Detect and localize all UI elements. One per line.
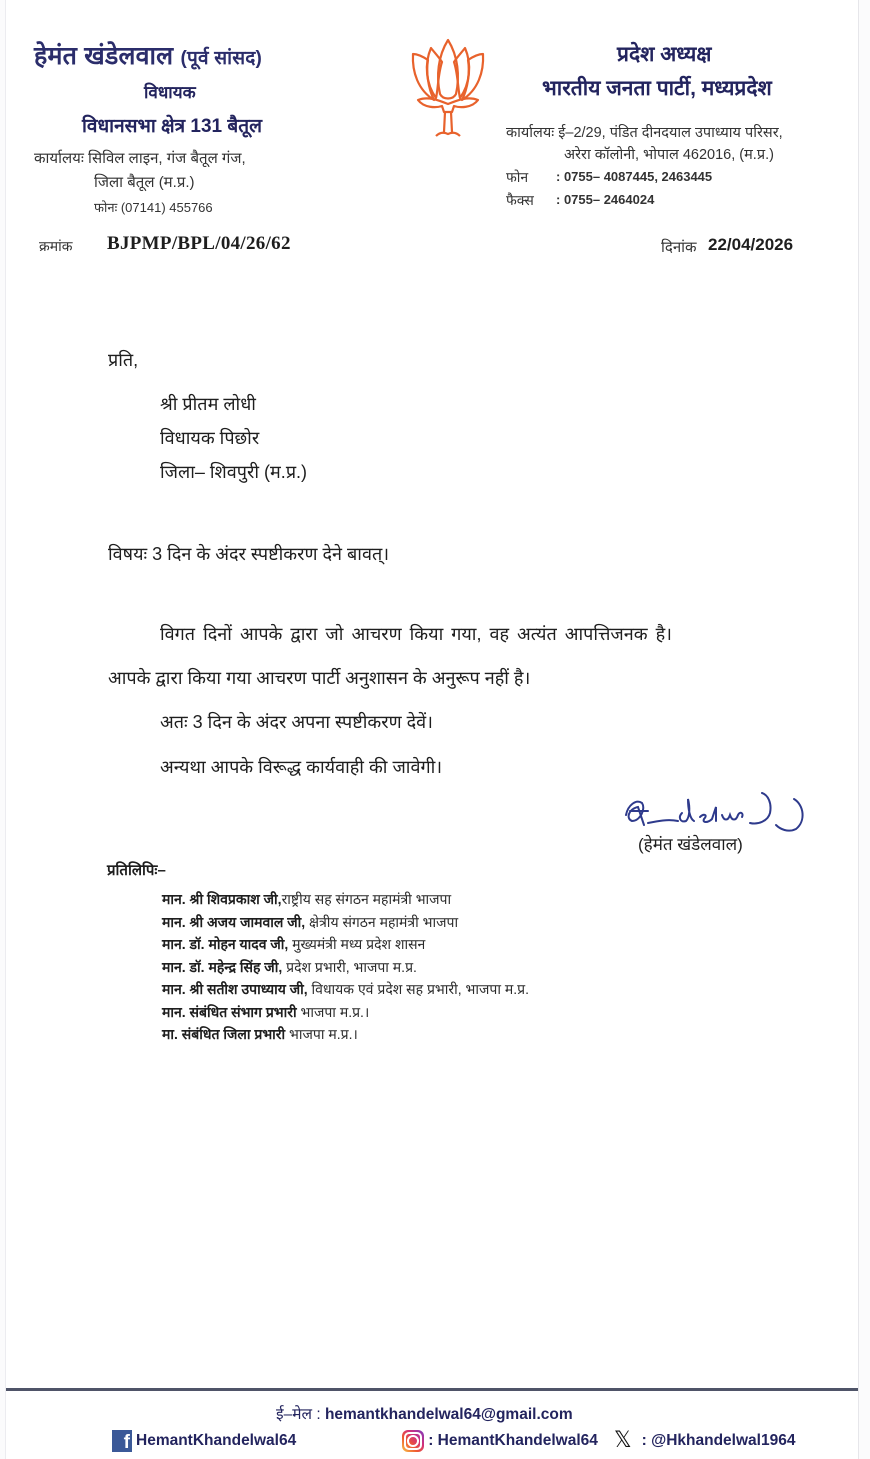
email-label: ई–मेल : <box>276 1406 321 1423</box>
organization-name: भारतीय जनता पार्टी, मध्यप्रदेश <box>542 77 772 100</box>
x-handle[interactable]: : @Hkhandelwal1964 <box>641 1431 796 1449</box>
signatory-name: (हेमंत खंडेलवाल) <box>638 835 743 854</box>
cc-item: मान. श्री सतीश उपाध्याय जी, विधायक एवं प्रदेश सह प्रभारी, भाजपा म.प्र. <box>162 981 529 997</box>
footer-social-row <box>112 1428 795 1453</box>
sender-address-line2: जिला बैतूल (म.प्र.) <box>94 174 195 191</box>
sender-name <box>34 38 262 72</box>
office-phone-label: फोन <box>506 169 529 185</box>
cc-item: मान. श्री शिवप्रकाश जी,राष्ट्रीय सह संगठन महामंत्री भाजपा <box>162 891 452 907</box>
letter-page <box>5 0 859 1459</box>
footer-divider <box>6 1388 858 1391</box>
office-fax-label: फैक्स <box>506 192 534 208</box>
office-address-line2: अरेरा कॉलोनी, भोपाल 462016, (म.प्र.) <box>564 147 774 163</box>
cc-item: मान. डॉ. मोहन यादव जी, मुख्यमंत्री मध्य प्रदेश शासन <box>162 936 426 952</box>
cc-item: मान. डॉ. महेन्द्र सिंह जी, प्रदेश प्रभारी, भाजपा म.प्र. <box>162 958 417 975</box>
recipient-salutation: प्रति, <box>108 350 139 370</box>
recipient-district: जिला– शिवपुरी (म.प्र.) <box>160 462 308 482</box>
date-value: 22/04/2026 <box>708 235 794 254</box>
body-paragraph-1: विगत दिनों आपके द्वारा जो आचरण किया गया, वह अत्यंत आपत्तिजनक है। <box>160 624 672 644</box>
body-paragraph-3: अतः 3 दिन के अंदर अपना स्पष्टीकरण देवें। <box>160 712 433 732</box>
cc-item: मान. संबंधित संभाग प्रभारी भाजपा म.प्र.। <box>162 1003 370 1020</box>
date-label: दिनांक <box>661 239 697 256</box>
sender-constituency: विधानसभा क्षेत्र 131 बैतूल <box>82 116 262 137</box>
sender-name-suffix: (पूर्व सांसद) <box>180 48 263 69</box>
letter-subject: विषयः 3 दिन के अंदर स्पष्टीकरण देने बावत्। <box>108 544 390 564</box>
recipient-name: श्री प्रीतम लोधी <box>160 394 256 414</box>
footer-email <box>276 1402 573 1424</box>
body-paragraph-4: अन्यथा आपके विरूद्ध कार्यवाही की जावेगी। <box>160 757 443 777</box>
facebook-handle[interactable]: HemantKhandelwal64 <box>136 1431 297 1449</box>
reference-label: क्रमांक <box>39 238 73 254</box>
recipient-designation: विधायक पिछोर <box>160 428 260 448</box>
office-address-line1: कार्यालयः ई–2/29, पंडित दीनदयाल उपाध्याय परिसर, <box>506 125 783 141</box>
instagram-icon <box>402 1430 424 1452</box>
facebook-icon: f <box>112 1430 132 1452</box>
sender-role: विधायक <box>144 83 196 102</box>
office-fax-value: : 0755– 2464024 <box>556 192 655 207</box>
instagram-handle[interactable]: : HemantKhandelwal64 <box>428 1431 598 1449</box>
reference-number: BJPMP/BPL/04/26/62 <box>107 233 291 254</box>
cc-label: प्रतिलिपिः– <box>107 862 166 879</box>
cc-item: मा. संबंधित जिला प्रभारी भाजपा म.प्र.। <box>162 1026 358 1042</box>
sender-phone: फोनः (07141) 455766 <box>94 200 213 215</box>
bjp-lotus-icon <box>398 34 498 144</box>
sender-address-line1: कार्यालयः सिविल लाइन, गंज बैतूल गंज, <box>34 150 246 167</box>
email-link[interactable]: hemantkhandelwal64@gmail.com <box>324 1406 573 1423</box>
office-phone-value: : 0755– 4087445, 2463445 <box>556 169 713 184</box>
body-paragraph-2: आपके द्वारा किया गया आचरण पार्टी अनुशासन के अनुरूप नहीं है। <box>108 668 531 688</box>
x-twitter-icon: 𝕏 <box>613 1428 632 1453</box>
sender-name-text: हेमंत खंडेलवाल <box>34 42 174 70</box>
office-title: प्रदेश अध्यक्ष <box>617 43 712 66</box>
cc-item: मान. श्री अजय जामवाल जी, क्षेत्रीय संगठन महामंत्री भाजपा <box>162 913 459 930</box>
cc-list <box>162 888 529 1046</box>
